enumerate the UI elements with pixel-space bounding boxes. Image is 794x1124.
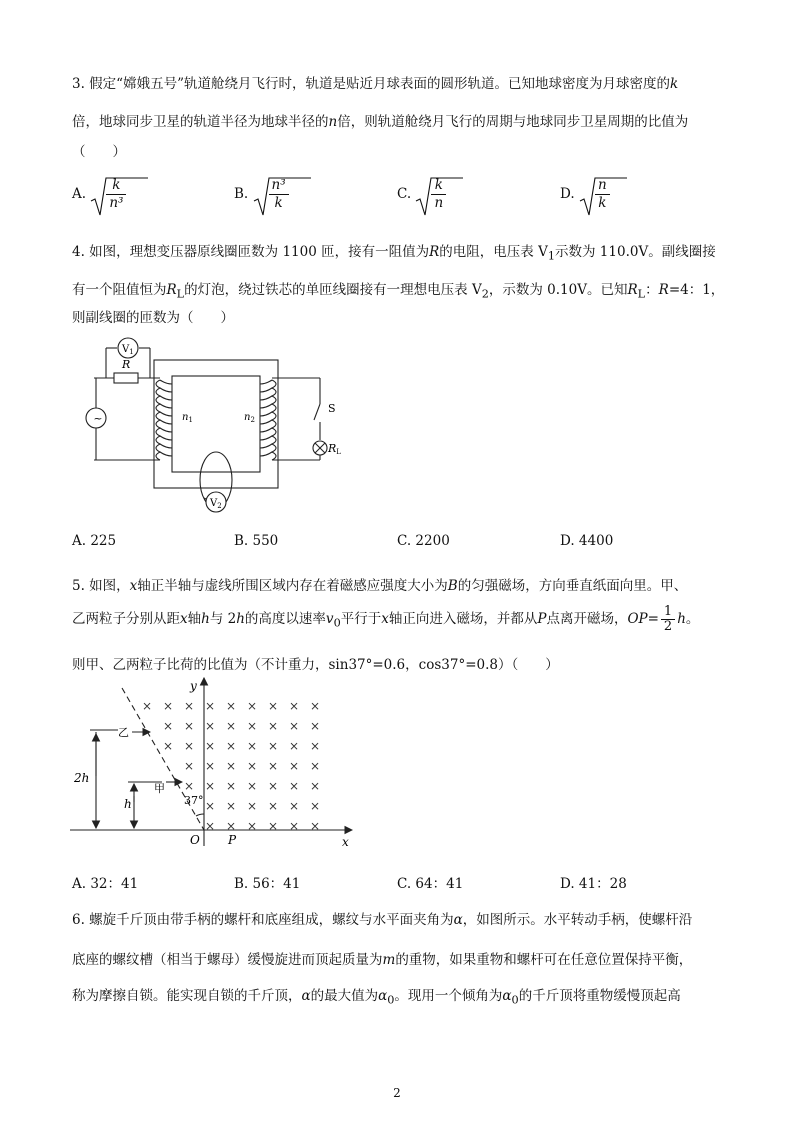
q5-text: = [647, 611, 659, 627]
var-op: OP [627, 611, 648, 627]
var-alpha: α [301, 988, 311, 1004]
q6-text: 的千斤顶将重物缓慢顶起高 [518, 988, 681, 1004]
q6-line2 [72, 948, 692, 968]
field-cross-icon: × [246, 819, 258, 833]
field-cross-icon: × [204, 759, 216, 773]
s-label: S [328, 402, 336, 415]
sqrt-expression [90, 177, 128, 212]
field-cross-icon: × [225, 699, 237, 713]
field-cross-icon: × [225, 759, 237, 773]
q4-option-a[interactable] [72, 533, 116, 549]
jia-label: 甲 [154, 782, 165, 795]
q6-text: 底座的螺纹槽（相当于螺母）缓慢旋进而顶起质量为 [72, 952, 383, 968]
q4-text: ，示数为 0.10V。已知 [488, 282, 628, 298]
h-label: h [124, 797, 132, 811]
var-v0: v [325, 611, 334, 627]
q5-text: 的匀强磁场，方向垂直纸面向里。甲、 [457, 578, 688, 594]
fraction-numerator: 1 [661, 605, 675, 620]
q4-text: 示数为 110.0V。副线圈接 [555, 244, 716, 260]
q6-text: 称为摩擦自锁。能实现自锁的千斤顶， [72, 988, 302, 1004]
option-text: A. 32：41 [72, 876, 139, 892]
var-x: x [381, 611, 389, 627]
q3-line2 [72, 110, 688, 130]
fraction-numerator: n³ [269, 177, 289, 195]
field-cross-icon: × [309, 819, 321, 833]
n1-sub: 1 [188, 416, 193, 424]
sqrt-icon [579, 175, 629, 219]
angle-label: 37° [184, 794, 204, 807]
field-cross-icon: × [225, 799, 237, 813]
field-cross-icon: × [183, 739, 195, 753]
subscript: 0 [333, 616, 341, 630]
field-cross-icon: × [162, 739, 174, 753]
q5-option-b[interactable] [234, 872, 300, 892]
field-cross-icon: × [246, 759, 258, 773]
q4-text: 4. 如图，理想变压器原线圈匝数为 1100 匝，接有一阻值为 [72, 244, 430, 260]
field-cross-icon: × [267, 779, 279, 793]
angle-arc [196, 814, 204, 816]
q5-line2 [72, 605, 699, 634]
iron-core-inner [172, 376, 260, 472]
option-label: C. [397, 186, 412, 202]
option-text: D. 4400 [560, 533, 614, 549]
var-n: n [328, 114, 338, 130]
q5-text: 与 2 [209, 611, 237, 627]
q4-text: 的灯泡，绕过铁芯的单匝线圈接有一理想电压表 V [184, 282, 482, 298]
field-cross-icon: × [204, 779, 216, 793]
field-cross-icon: × [288, 739, 300, 753]
q5-text: 轴正向进入磁场，并都从 [388, 611, 538, 627]
q6-text: ，如图所示。水平转动手柄，使螺杆沿 [462, 912, 693, 928]
option-text: A. 225 [72, 533, 117, 549]
q3-line1 [72, 72, 678, 92]
q5-option-c[interactable] [397, 872, 463, 892]
y-axis-label: y [190, 679, 197, 693]
primary-coil [156, 380, 172, 460]
field-cross-icon: × [225, 779, 237, 793]
field-cross-icon: × [267, 719, 279, 733]
q3-text: 3. 假定“嫦娥五号”轨道舱绕月飞行时，轨道是贴近月球表面的圆形轨道。已知地球密度为月球密度的 [72, 76, 670, 92]
subscript: 0 [511, 993, 519, 1007]
field-cross-icon: × [204, 699, 216, 713]
option-label: D. [560, 186, 575, 202]
fraction-numerator: k [106, 177, 126, 195]
q4-text: 的电阻，电压表 V [439, 244, 548, 260]
v1-sub: 1 [129, 348, 134, 356]
x-axis-label: x [342, 835, 349, 849]
n1-label [182, 412, 193, 424]
q6-text: 的最大值为 [310, 988, 379, 1004]
q4-line2 [72, 278, 724, 301]
field-cross-icon: × [204, 719, 216, 733]
v2-sub: 2 [217, 502, 222, 510]
q5-line1 [72, 574, 687, 594]
q6-text: 6. 螺旋千斤顶由带手柄的螺杆和底座组成，螺纹与水平面夹角为 [72, 912, 454, 928]
var-r: R [429, 244, 440, 260]
q4-text: ： [645, 282, 659, 298]
option-text: C. 64：41 [397, 876, 464, 892]
var-h: h [236, 611, 245, 627]
fraction-denominator: k [274, 195, 283, 211]
fraction-numerator: n [595, 177, 610, 195]
2h-label: 2h [74, 771, 90, 785]
switch-s [314, 404, 320, 420]
var-alpha: α [453, 912, 463, 928]
q6-text: 。现用一个倾角为 [394, 988, 503, 1004]
q4-line1 [72, 240, 716, 263]
q6-line1 [72, 908, 692, 928]
q3-option-a[interactable] [72, 177, 128, 212]
field-cross-icon: × [204, 739, 216, 753]
field-cross-icon: × [246, 739, 258, 753]
rl-label [327, 442, 341, 456]
origin-label: O [190, 833, 200, 847]
field-cross-icon: × [204, 819, 216, 833]
field-crosses [142, 699, 320, 833]
n2-sub: 2 [250, 416, 255, 424]
field-cross-icon: × [309, 739, 321, 753]
field-cross-icon: × [288, 719, 300, 733]
field-cross-icon: × [225, 739, 237, 753]
q3-line3 [72, 140, 126, 160]
var-x: x [129, 578, 138, 594]
n1-text: n [182, 412, 189, 423]
r-label: R [122, 358, 131, 371]
q4-option-c[interactable] [397, 533, 450, 549]
var-rl: R [627, 282, 638, 298]
field-cross-icon: × [288, 759, 300, 773]
q4-option-d[interactable] [560, 533, 613, 549]
field-cross-icon: × [267, 819, 279, 833]
q5-text: 乙两粒子分别从距 [72, 611, 180, 627]
rl-text: R [328, 442, 337, 455]
q5-option-a[interactable] [72, 872, 138, 892]
field-cross-icon: × [225, 719, 237, 733]
field-cross-icon: × [309, 719, 321, 733]
fraction-denominator: n [434, 195, 444, 211]
secondary-coil [260, 380, 276, 460]
ac-symbol: ~ [93, 412, 103, 425]
var-r: R [658, 282, 669, 298]
field-cross-icon: × [267, 699, 279, 713]
field-cross-icon: × [309, 799, 321, 813]
v1-text: V [122, 344, 130, 355]
p-label: P [228, 833, 237, 847]
q5-text: 平行于 [340, 611, 382, 627]
q5-text: 点离开磁场， [546, 611, 628, 627]
q4-text: 则副线圈的匝数为（ ） [72, 310, 234, 326]
field-cross-icon: × [162, 699, 174, 713]
fraction-numerator: k [431, 177, 446, 195]
sqrt-icon [90, 175, 150, 219]
field-cross-icon: × [288, 799, 300, 813]
q4-text: =4：1， [668, 282, 725, 298]
field-cross-icon: × [183, 779, 195, 793]
yi-label: 乙 [118, 726, 129, 739]
q5-option-d[interactable] [560, 872, 627, 892]
field-cross-icon: × [162, 719, 174, 733]
option-label: B. [234, 186, 249, 202]
sqrt-expression [415, 177, 448, 212]
fraction-denominator: k [598, 195, 607, 211]
sqrt-expression [253, 177, 291, 212]
field-cross-icon: × [183, 759, 195, 773]
sqrt-icon [253, 175, 313, 219]
var-h: h [201, 611, 210, 627]
field-cross-icon: × [309, 759, 321, 773]
field-cross-icon: × [288, 779, 300, 793]
iron-core-outer [154, 360, 278, 488]
q5-text: 则甲、乙两粒子比荷的比值为（不计重力，sin37°=0.6，cos37°=0.8）（ ） [72, 657, 559, 673]
q5-text: 轴正半轴与虚线所围区域内存在着磁感应强度大小为 [137, 578, 448, 594]
var-h: h [677, 611, 686, 627]
option-label: A. [72, 186, 87, 202]
q5-text: 5. 如图， [72, 578, 130, 594]
var-k: k [669, 76, 679, 92]
rl-sub: L [336, 448, 341, 456]
field-cross-icon: × [246, 799, 258, 813]
field-cross-icon: × [141, 699, 153, 713]
field-cross-icon: × [246, 699, 258, 713]
field-cross-icon: × [288, 819, 300, 833]
subscript: 0 [387, 993, 395, 1007]
option-text: B. 550 [234, 533, 279, 549]
answer-blank: （ ） [72, 144, 126, 160]
n2-label [244, 412, 255, 424]
var-x: x [180, 611, 188, 627]
field-cross-icon: × [267, 759, 279, 773]
q3-option-b[interactable] [234, 177, 291, 212]
field-cross-icon: × [183, 699, 195, 713]
q3-text: 倍，则轨道舱绕月飞行的周期与地球同步卫星周期的比值为 [337, 114, 689, 130]
q5-text: 。 [685, 611, 700, 627]
field-cross-icon: × [183, 719, 195, 733]
q4-line3 [72, 306, 234, 326]
subscript: 1 [547, 249, 556, 263]
subscript: L [176, 287, 185, 301]
page-number: 2 [393, 1086, 401, 1100]
v2-text: V [210, 498, 218, 509]
n2-text: n [244, 412, 251, 423]
field-cross-icon: × [288, 699, 300, 713]
q5-line3 [72, 653, 559, 673]
q5-text: 轴 [187, 611, 202, 627]
option-text: C. 2200 [397, 533, 450, 549]
field-cross-icon: × [246, 719, 258, 733]
var-b: B [447, 578, 458, 594]
var-alpha0: α [502, 988, 512, 1004]
subscript: 2 [481, 287, 489, 301]
q3-option-c[interactable] [397, 177, 448, 212]
resistor-r [114, 373, 138, 383]
var-rl: R [166, 282, 177, 298]
subscript: L [637, 287, 646, 301]
fraction-half [661, 605, 675, 634]
sqrt-expression [579, 177, 612, 212]
fraction-denominator: n³ [109, 195, 124, 211]
field-cross-icon: × [204, 799, 216, 813]
q4-option-b[interactable] [234, 533, 278, 549]
option-text: B. 56：41 [234, 876, 301, 892]
field-cross-icon: × [309, 699, 321, 713]
q4-text: 有一个阻值恒为 [72, 282, 167, 298]
q3-option-d[interactable] [560, 177, 612, 212]
q3-text: 倍，地球同步卫星的轨道半径为地球半径的 [72, 114, 329, 130]
option-text: D. 41：28 [560, 876, 627, 892]
var-alpha0: α [378, 988, 388, 1004]
q6-line3 [72, 984, 681, 1007]
q6-text: 的重物，如果重物和螺杆可在任意位置保持平衡， [395, 952, 693, 968]
field-cross-icon: × [225, 819, 237, 833]
field-cross-icon: × [309, 779, 321, 793]
field-cross-icon: × [246, 779, 258, 793]
magnetic-field-figure [70, 676, 360, 854]
field-cross-icon: × [267, 739, 279, 753]
var-p: P [537, 611, 547, 627]
sqrt-icon [415, 175, 465, 219]
field-cross-icon: × [267, 799, 279, 813]
q5-text: 的高度以速率 [244, 611, 326, 627]
var-m: m [382, 952, 396, 968]
fraction-denominator: 2 [663, 619, 673, 634]
transformer-circuit-figure [84, 336, 341, 516]
